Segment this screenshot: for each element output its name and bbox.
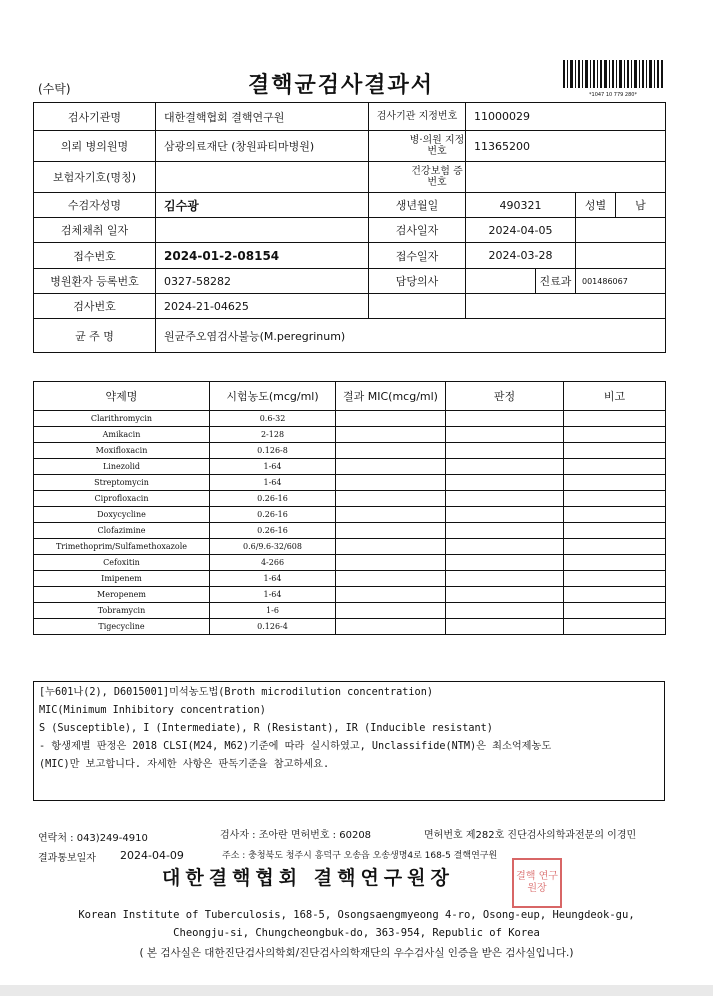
test-no-blank-1 bbox=[369, 294, 466, 319]
collect-value bbox=[156, 218, 369, 243]
col-header-drug: 약제명 bbox=[34, 382, 210, 411]
org-no-label: 검사기관 지정번호 bbox=[369, 103, 466, 131]
insurer-value bbox=[156, 162, 369, 193]
strain-value: 원균주오염검사불능(M.peregrinum) bbox=[156, 319, 666, 353]
drug-name: Doxycycline bbox=[34, 507, 210, 523]
drug-mic bbox=[336, 427, 446, 443]
org-label: 검사기관명 bbox=[34, 103, 156, 131]
drug-name: Tigecycline bbox=[34, 619, 210, 635]
test-date-blank bbox=[576, 218, 666, 243]
drug-remark bbox=[564, 523, 666, 539]
drug-name: Clofazimine bbox=[34, 523, 210, 539]
drug-judgement bbox=[446, 491, 564, 507]
table-row bbox=[34, 539, 666, 555]
drug-mic bbox=[336, 443, 446, 459]
drug-range: 0.26-16 bbox=[210, 523, 336, 539]
table-row bbox=[34, 443, 666, 459]
health-label: 건강보험 증번호 bbox=[369, 162, 466, 193]
drug-name: Ciprofloxacin bbox=[34, 491, 210, 507]
barcode-number: *1047 10 779 280* bbox=[589, 92, 637, 98]
table-row bbox=[34, 427, 666, 443]
drug-name: Imipenem bbox=[34, 571, 210, 587]
table-row bbox=[34, 571, 666, 587]
drug-range: 2-128 bbox=[210, 427, 336, 443]
reg-value: 0327-58282 bbox=[156, 269, 369, 294]
col-header-remark: 비고 bbox=[564, 382, 666, 411]
hospital-no-label: 병·의원 지정번호 bbox=[369, 131, 466, 162]
drug-judgement bbox=[446, 459, 564, 475]
drug-mic bbox=[336, 411, 446, 427]
drug-remark bbox=[564, 571, 666, 587]
table-row bbox=[34, 459, 666, 475]
reg-label: 병원환자 등록번호 bbox=[34, 269, 156, 294]
drug-remark bbox=[564, 475, 666, 491]
english-address-line1: Korean Institute of Tuberculosis, 168-5, Osongsaengmyeong 4-ro, Osong-eup, Heungdeok-gu, bbox=[78, 909, 635, 921]
drug-remark bbox=[564, 539, 666, 555]
receipt-date-blank bbox=[576, 243, 666, 269]
drug-remark bbox=[564, 587, 666, 603]
drug-range: 1-64 bbox=[210, 459, 336, 475]
org-value: 대한결핵협회 결핵연구원 bbox=[156, 103, 369, 131]
drug-name: Amikacin bbox=[34, 427, 210, 443]
note-line: (MIC)만 보고합니다. 자세한 사항은 판독기준을 참고하세요. bbox=[39, 759, 330, 770]
drug-name: Trimethoprim/Sulfamethoxazole bbox=[34, 539, 210, 555]
receipt-date-value: 2024-03-28 bbox=[466, 243, 576, 269]
receipt-date-label: 접수일자 bbox=[369, 243, 466, 269]
drug-range: 1-6 bbox=[210, 603, 336, 619]
col-header-judgement: 판정 bbox=[446, 382, 564, 411]
consignment-tag: (수탁) bbox=[38, 82, 71, 96]
drug-remark bbox=[564, 459, 666, 475]
patient-value: 김수광 bbox=[156, 193, 369, 218]
susceptibility-table bbox=[33, 381, 666, 635]
drug-remark bbox=[564, 443, 666, 459]
drug-remark bbox=[564, 603, 666, 619]
barcode bbox=[563, 60, 663, 96]
table-row bbox=[34, 411, 666, 427]
sex-label: 성별 bbox=[576, 193, 616, 218]
page-bottom-edge bbox=[0, 985, 713, 996]
drug-range: 0.126-8 bbox=[210, 443, 336, 459]
drug-range: 1-64 bbox=[210, 571, 336, 587]
dept-label: 진료과 bbox=[536, 269, 576, 294]
address-info: 주소 : 충청북도 청주시 흥덕구 오송읍 오송생명4로 168-5 결핵연구원 bbox=[222, 851, 498, 861]
note-line: - 항생제별 판정은 2018 CLSI(M24, M62)기준에 따라 실시하였고, Unclassifide(NTM)은 최소억제농도 bbox=[39, 741, 552, 752]
certification-note: ( 본 검사실은 대한진단검사의학회/진단검사의학재단의 우수검사실 인증을 받은 검사실입니다.) bbox=[139, 947, 574, 959]
sex-value: 남 bbox=[616, 193, 666, 218]
drug-range: 0.26-16 bbox=[210, 491, 336, 507]
drug-range: 0.6-32 bbox=[210, 411, 336, 427]
drug-remark bbox=[564, 619, 666, 635]
drug-judgement bbox=[446, 507, 564, 523]
drug-header-row bbox=[34, 382, 666, 411]
contact-info: 연락처 : 043)249-4910 bbox=[38, 833, 148, 844]
examiner-info: 검사자 : 조아란 면허번호 : 60208 bbox=[220, 830, 372, 841]
drug-judgement bbox=[446, 475, 564, 491]
license-info: 면허번호 제282호 진단검사의학과전문의 이경민 bbox=[424, 830, 637, 841]
table-row bbox=[34, 603, 666, 619]
table-row bbox=[34, 491, 666, 507]
drug-mic bbox=[336, 587, 446, 603]
drug-judgement bbox=[446, 523, 564, 539]
note-line: MIC(Minimum Inhibitory concentration) bbox=[39, 705, 266, 716]
doctor-value bbox=[466, 269, 536, 294]
org-no-value: 11000029 bbox=[466, 103, 666, 131]
drug-name: Clarithromycin bbox=[34, 411, 210, 427]
table-row bbox=[34, 555, 666, 571]
drug-judgement bbox=[446, 411, 564, 427]
table-row bbox=[34, 619, 666, 635]
drug-mic bbox=[336, 523, 446, 539]
health-value bbox=[466, 162, 666, 193]
table-row bbox=[34, 523, 666, 539]
drug-judgement bbox=[446, 587, 564, 603]
collect-label: 검체채취 일자 bbox=[34, 218, 156, 243]
table-row bbox=[34, 507, 666, 523]
drug-remark bbox=[564, 507, 666, 523]
drug-range: 1-64 bbox=[210, 475, 336, 491]
drug-mic bbox=[336, 491, 446, 507]
drug-mic bbox=[336, 555, 446, 571]
barcode-image bbox=[563, 60, 663, 88]
english-address-line2: Cheongju-si, Chungcheongbuk-do, 363-954, Republic of Korea bbox=[173, 927, 540, 939]
method-notes bbox=[33, 681, 665, 801]
drug-name: Streptomycin bbox=[34, 475, 210, 491]
notify-date: 2024-04-09 bbox=[120, 849, 184, 862]
institute-name: 대한결핵협회 결핵연구원장 bbox=[162, 867, 454, 889]
drug-judgement bbox=[446, 603, 564, 619]
birth-value: 490321 bbox=[466, 193, 576, 218]
drug-remark bbox=[564, 411, 666, 427]
drug-mic bbox=[336, 507, 446, 523]
note-line: S (Susceptible), I (Intermediate), R (Resistant), IR (Inducible resistant) bbox=[39, 723, 493, 734]
notify-label: 결과통보일자 bbox=[38, 853, 96, 864]
drug-mic bbox=[336, 475, 446, 491]
page-title: 결핵균검사결과서 bbox=[248, 73, 435, 98]
dept-value: 001486067 bbox=[576, 269, 666, 294]
drug-judgement bbox=[446, 555, 564, 571]
receipt-label: 접수번호 bbox=[34, 243, 156, 269]
drug-name: Moxifloxacin bbox=[34, 443, 210, 459]
drug-name: Cefoxitin bbox=[34, 555, 210, 571]
doctor-label: 담당의사 bbox=[369, 269, 466, 294]
insurer-label: 보험자기호(명칭) bbox=[34, 162, 156, 193]
drug-remark bbox=[564, 491, 666, 507]
drug-judgement bbox=[446, 539, 564, 555]
test-date-label: 검사일자 bbox=[369, 218, 466, 243]
table-row bbox=[34, 475, 666, 491]
drug-mic bbox=[336, 619, 446, 635]
drug-remark bbox=[564, 427, 666, 443]
drug-range: 4-266 bbox=[210, 555, 336, 571]
drug-range: 1-64 bbox=[210, 587, 336, 603]
hospital-value: 삼광의료재단 (창원파티마병원) bbox=[156, 131, 369, 162]
test-no-value: 2024-21-04625 bbox=[156, 294, 369, 319]
drug-judgement bbox=[446, 571, 564, 587]
seal-text: 결핵 연구 원장 bbox=[516, 871, 558, 894]
drug-mic bbox=[336, 539, 446, 555]
drug-range: 0.26-16 bbox=[210, 507, 336, 523]
col-header-range: 시험농도(mcg/ml) bbox=[210, 382, 336, 411]
col-header-mic: 결과 MIC(mcg/ml) bbox=[336, 382, 446, 411]
drug-mic bbox=[336, 459, 446, 475]
drug-name: Linezolid bbox=[34, 459, 210, 475]
hospital-label: 의뢰 병의원명 bbox=[34, 131, 156, 162]
drug-judgement bbox=[446, 619, 564, 635]
test-no-label: 검사번호 bbox=[34, 294, 156, 319]
hospital-no-value: 11365200 bbox=[466, 131, 666, 162]
drug-mic bbox=[336, 603, 446, 619]
patient-label: 수검자성명 bbox=[34, 193, 156, 218]
drug-range: 0.6/9.6-32/608 bbox=[210, 539, 336, 555]
official-seal bbox=[512, 858, 562, 908]
drug-mic bbox=[336, 571, 446, 587]
drug-judgement bbox=[446, 443, 564, 459]
drug-name: Meropenem bbox=[34, 587, 210, 603]
drug-remark bbox=[564, 555, 666, 571]
receipt-value: 2024-01-2-08154 bbox=[156, 243, 369, 269]
drug-name: Tobramycin bbox=[34, 603, 210, 619]
test-no-blank-2 bbox=[466, 294, 666, 319]
test-date-value: 2024-04-05 bbox=[466, 218, 576, 243]
table-row bbox=[34, 587, 666, 603]
drug-judgement bbox=[446, 427, 564, 443]
birth-label: 생년월일 bbox=[369, 193, 466, 218]
strain-label: 균 주 명 bbox=[34, 319, 156, 353]
drug-range: 0.126-4 bbox=[210, 619, 336, 635]
note-line: [누601나(2), D6015001]미석농도법(Broth microdilution concentration) bbox=[39, 687, 433, 698]
patient-info-table bbox=[33, 102, 666, 353]
